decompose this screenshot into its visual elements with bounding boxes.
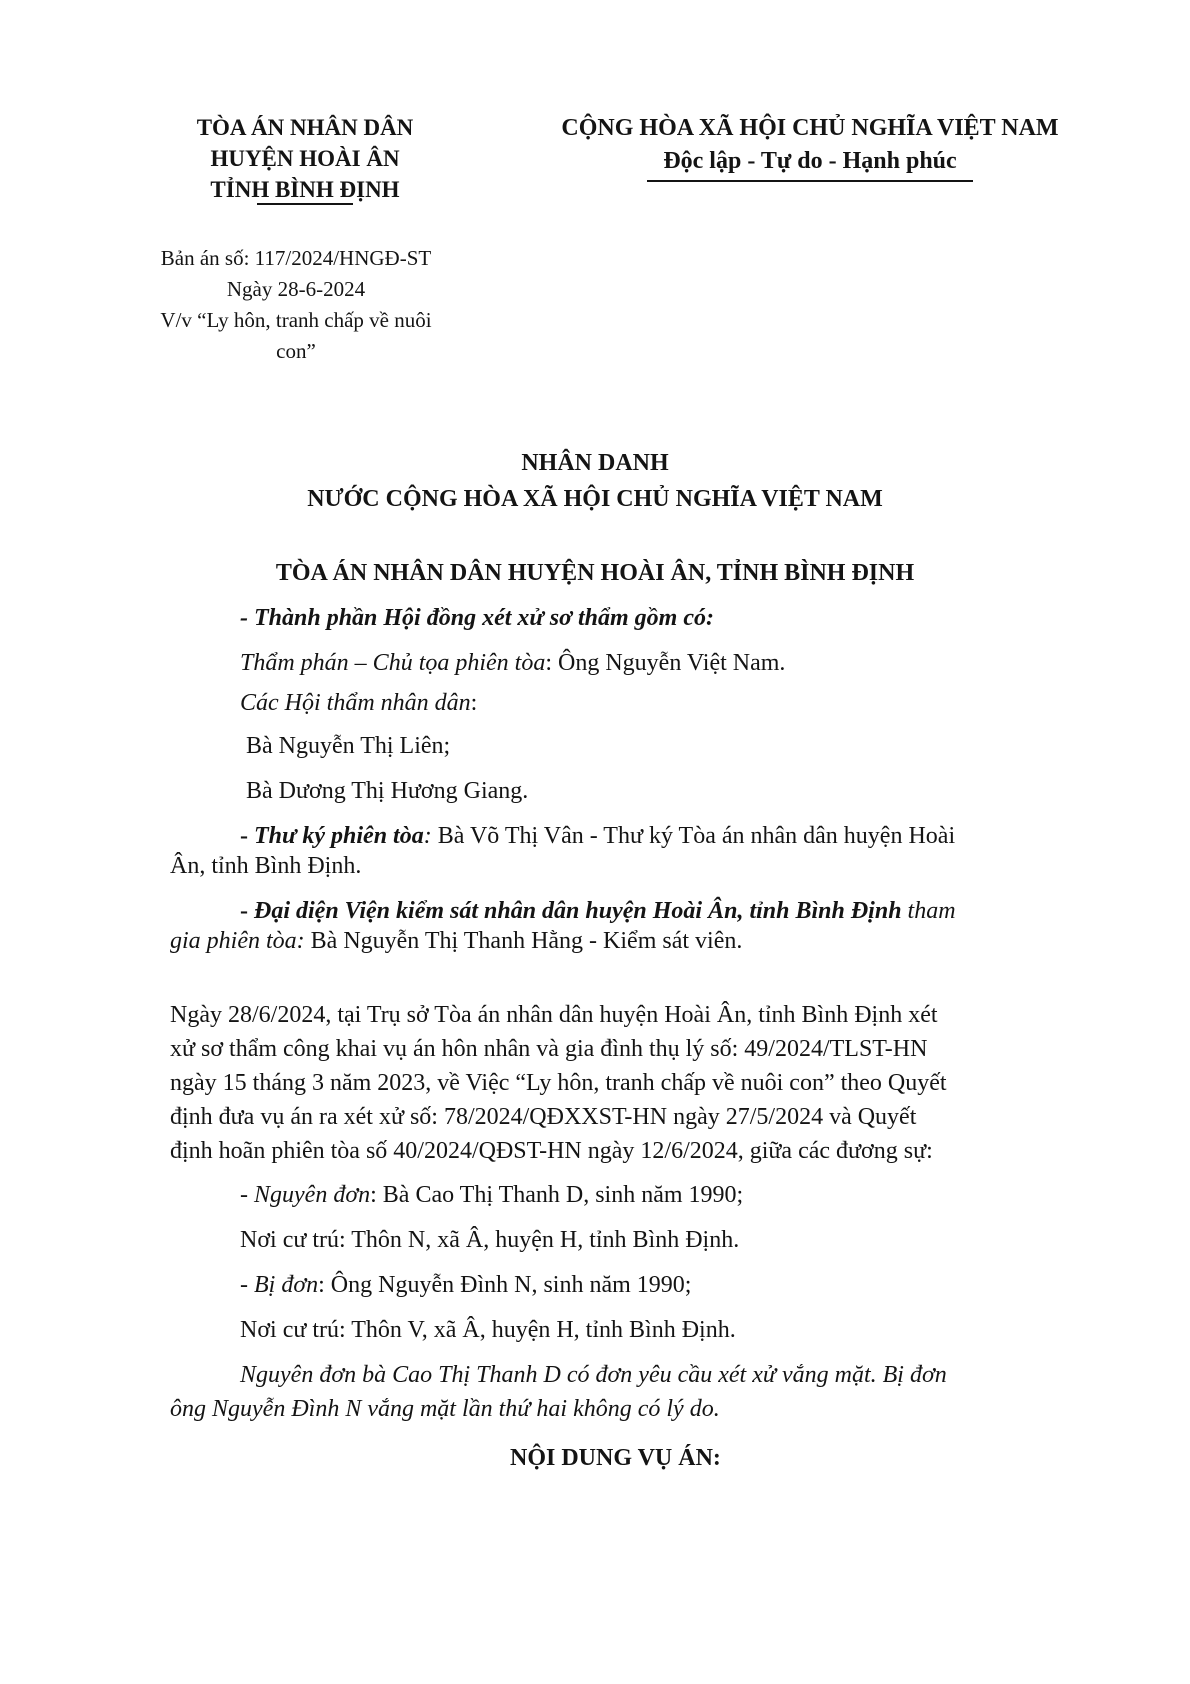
jurors-line <box>240 690 477 717</box>
jurors-label: Các Hội thẩm nhân dân <box>240 690 471 716</box>
judgment-title <box>0 445 1190 517</box>
court-header-line1: TÒA ÁN NHÂN DÂN <box>196 115 414 140</box>
prosecutor-italic-line2: gia phiên tòa: <box>170 928 305 954</box>
case-subject-line2: con” <box>276 339 316 363</box>
prosecutor-italic-tail: tham <box>901 898 956 924</box>
judge-colon: : <box>545 650 553 676</box>
clerk-text: Bà Võ Thị Vân - Thư ký Tòa án nhân dân huyện Hoài <box>431 823 956 849</box>
judge-label: Thẩm phán – Chủ tọa phiên tòa <box>240 650 546 676</box>
court-header-line2: HUYỆN HOÀI ÂN <box>210 146 400 171</box>
prosecutor-line1 <box>240 898 956 925</box>
clerk-prefix: - <box>240 823 254 849</box>
court-header <box>150 112 460 205</box>
trial-paragraph-line5: định hoãn phiên tòa số 40/2024/QĐST-HN ngày 12/6/2024, giữa các đương sự: <box>170 1138 933 1164</box>
juror-1: Bà Nguyễn Thị Liên; <box>246 733 451 759</box>
court-title: TÒA ÁN NHÂN DÂN HUYỆN HOÀI ÂN, TỈNH BÌNH ĐỊNH <box>275 560 915 586</box>
prosecutor-prefix: - <box>240 898 254 924</box>
defendant-text: : Ông Nguyễn Đình N, sinh năm 1990; <box>318 1272 692 1298</box>
defendant-residence: Nơi cư trú: Thôn V, xã Â, huyện H, tỉnh Bình Định. <box>240 1317 736 1343</box>
clerk-line2: Ân, tỉnh Bình Định. <box>170 853 362 879</box>
plaintiff-line <box>240 1182 743 1209</box>
trial-paragraph-line2: xử sơ thẩm công khai vụ án hôn nhân và gia đình thụ lý số: 49/2024/TLST-HN <box>170 1036 928 1062</box>
title-line2: NƯỚC CỘNG HÒA XÃ HỘI CHỦ NGHĨA VIỆT NAM <box>307 486 883 512</box>
case-date: Ngày 28-6-2024 <box>226 277 366 301</box>
absence-note-line2: ông Nguyễn Đình N vắng mặt lần thứ hai không có lý do. <box>170 1396 720 1422</box>
national-header <box>520 112 1100 182</box>
case-number: Bản án số: 117/2024/HNGĐ-ST <box>160 246 432 270</box>
case-subject-line1: V/v “Ly hôn, tranh chấp về nuôi <box>160 308 432 332</box>
judge-line <box>240 650 785 677</box>
defendant-label: Bị đơn <box>254 1272 319 1298</box>
trial-paragraph-line4: định đưa vụ án ra xét xử số: 78/2024/QĐXXST-HN ngày 27/5/2024 và Quyết <box>170 1104 917 1130</box>
national-motto-underline <box>647 180 973 182</box>
trial-paragraph-line1: Ngày 28/6/2024, tại Trụ sở Tòa án nhân dân huyện Hoài Ân, tỉnh Bình Định xét <box>170 1002 938 1028</box>
prosecutor-line2 <box>170 928 742 955</box>
clerk-line1 <box>240 823 955 850</box>
clerk-colon: : <box>423 823 432 849</box>
panel-heading: - Thành phần Hội đồng xét xử sơ thẩm gồm có: <box>240 605 714 631</box>
national-motto: Độc lập - Tự do - Hạnh phúc <box>663 148 957 174</box>
defendant-line <box>240 1272 691 1299</box>
trial-paragraph-line3: ngày 15 tháng 3 năm 2023, về Việc “Ly hôn, tranh chấp về nuôi con” theo Quyết <box>170 1070 947 1096</box>
defendant-prefix: - <box>240 1272 254 1298</box>
juror-2: Bà Dương Thị Hương Giang. <box>246 778 529 804</box>
section-heading: NỘI DUNG VỤ ÁN: <box>510 1445 721 1471</box>
prosecutor-name: Bà Nguyễn Thị Thanh Hằng - Kiểm sát viên. <box>304 928 743 954</box>
prosecutor-label: Đại diện Viện kiểm sát nhân dân huyện Hoài Ân, tỉnh Bình Định <box>254 898 902 924</box>
jurors-colon: : <box>470 690 478 716</box>
court-header-line3: TỈNH BÌNH ĐỊNH <box>210 177 400 202</box>
absence-note-line1: Nguyên đơn bà Cao Thị Thanh D có đơn yêu cầu xét xử vắng mặt. Bị đơn <box>240 1362 947 1388</box>
judge-name: Ông Nguyễn Việt Nam. <box>552 650 786 676</box>
case-info <box>120 243 472 367</box>
plaintiff-residence: Nơi cư trú: Thôn N, xã Â, huyện H, tỉnh Bình Định. <box>240 1227 740 1253</box>
plaintiff-text: : Bà Cao Thị Thanh D, sinh năm 1990; <box>370 1182 744 1208</box>
title-line1: NHÂN DANH <box>521 450 669 476</box>
plaintiff-label: Nguyên đơn <box>254 1182 371 1208</box>
clerk-label: Thư ký phiên tòa <box>254 823 424 849</box>
plaintiff-prefix: - <box>240 1182 254 1208</box>
national-title: CỘNG HÒA XÃ HỘI CHỦ NGHĨA VIỆT NAM <box>561 115 1059 141</box>
